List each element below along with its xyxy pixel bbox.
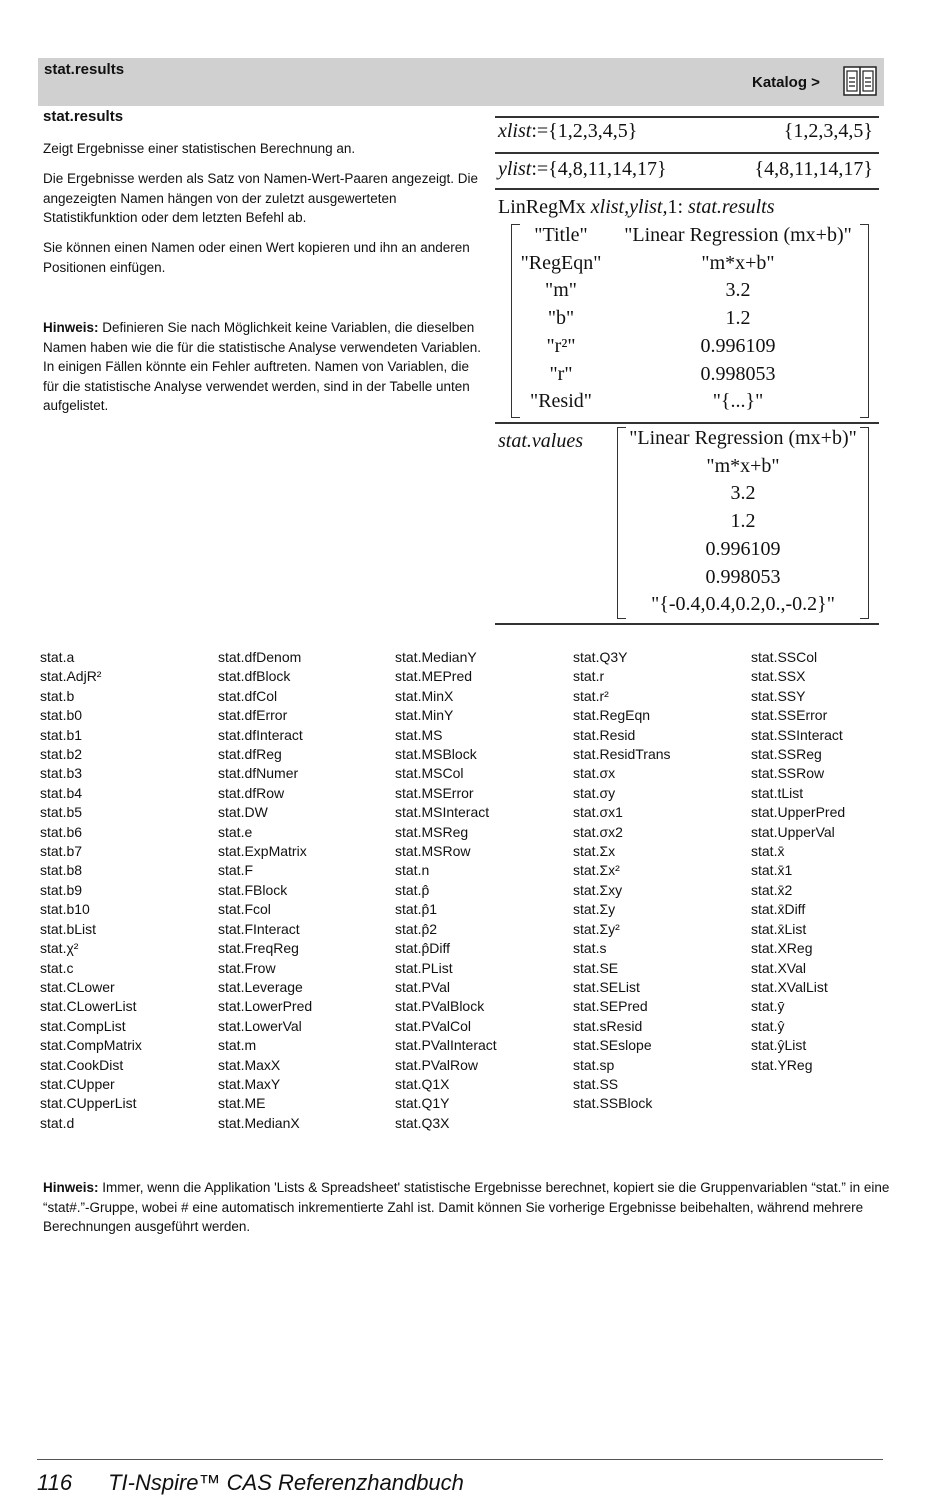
note-text: Definieren Sie nach Möglichkeit keine Variablen, die dieselben Namen haben wie die für die statistische Analyse verwendeten Variablen. In einigen Fällen könnte ein Fehler auftreten. Namen von Variablen, die für die statistische Analyse verwendet werden, sind in der Tabelle unten aufgelistet. (43, 320, 482, 413)
stat-variable-name: stat.σy (573, 784, 616, 801)
stat-variable-name: stat.CUpper (40, 1075, 115, 1092)
stat-variable-name: stat.FreqReg (218, 940, 299, 957)
xlist-entry: xlist:={1,2,3,4,5} (498, 120, 638, 142)
stat-variable-name: stat.Leverage (218, 978, 303, 995)
stat-variable-name: stat.s (573, 940, 607, 957)
result-name: "b" (547, 307, 575, 330)
stat-variable-name: stat.dfCol (218, 687, 278, 704)
header-title: stat.results (44, 61, 125, 78)
stat-variable-name: stat.Σxy (573, 881, 623, 898)
stat-variable-name: stat.CompMatrix (40, 1037, 142, 1054)
stat-variable-name: stat.sp (573, 1056, 615, 1073)
description-paragraph-2: Die Ergebnisse werden als Satz von Namen-Wert-Paaren angezeigt. Die angezeigten Namen hängen von der zuletzt ausgewerteten Statistikfunktion oder dem letzten Befehl ab. (43, 171, 478, 225)
stat-variable-name: stat.CLowerList (40, 998, 137, 1015)
stat-variable-name: stat.ŷList (751, 1037, 807, 1054)
stat-variable-name: stat.m (218, 1037, 257, 1054)
stat-variable-name: stat.b6 (40, 823, 83, 840)
stat-variable-name: stat.ExpMatrix (218, 843, 307, 860)
stat-variable-name: stat.x̄1 (751, 862, 793, 879)
catalog-book-icon (843, 66, 877, 96)
stat-variable-name: stat.b1 (40, 726, 83, 743)
stat-variable-name: stat.XValList (751, 978, 828, 995)
stat-variable-name: stat.Frow (218, 959, 276, 976)
stat-variable-name: stat.b2 (40, 746, 83, 763)
stat-variable-name: stat.b4 (40, 784, 83, 801)
linregmx-command: LinRegMx xlist,ylist,1: stat.results (498, 196, 775, 218)
matrix-bracket-right (860, 224, 869, 418)
result-name: "Title" (534, 224, 588, 246)
stat-variable-name: stat.Fcol (218, 901, 271, 918)
stat-variable-name: stat.r² (573, 687, 609, 704)
bottom-note (43, 1178, 893, 1237)
stat-variable-name: stat.ME (218, 1095, 266, 1112)
stat-variable-name: stat.AdjR² (40, 668, 102, 685)
result-name: "m" (545, 279, 577, 302)
stat-variable-name: stat.MinX (395, 687, 454, 704)
description-paragraph-1: Zeigt Ergebnisse einer statistischen Berechnung an. (43, 141, 356, 156)
stat-variable-name: stat.dfBlock (218, 668, 291, 685)
stat-variable-name: stat.dfNumer (218, 765, 299, 782)
result-value: 0.996109 (700, 334, 776, 357)
calc-divider (495, 188, 879, 190)
stat-variable-name: stat.DW (218, 804, 268, 821)
stat-vars-column-4 (573, 648, 671, 1114)
stat-variable-name: stat.dfDenom (218, 649, 302, 665)
stat-variable-name: stat.MedianX (218, 1114, 300, 1131)
stat-variable-name: stat.ResidTrans (573, 746, 671, 763)
stat-value: 3.2 (730, 482, 756, 505)
stat-variable-name: stat.SE (573, 959, 619, 976)
stat-variable-name: stat.CompList (40, 1017, 126, 1034)
stat-variable-name: stat.FBlock (218, 881, 288, 898)
result-value: "{...}" (712, 390, 764, 413)
stat-variable-name: stat.Q3X (395, 1114, 450, 1131)
stat-variable-name: stat.p̂ (395, 881, 430, 898)
page-footer (37, 1470, 464, 1496)
stat-variable-name: stat.x̄ (751, 843, 785, 860)
stat-values-label: stat.values (498, 430, 583, 452)
note-paragraph (43, 318, 483, 416)
stat-variable-name: stat.Q1X (395, 1075, 450, 1092)
stat-variable-name: stat.p̂2 (395, 920, 438, 937)
stat-variable-name: stat.x̄Diff (751, 901, 806, 918)
stat-variable-name: stat.p̂1 (395, 901, 438, 918)
calc-divider (495, 152, 879, 154)
stat-variable-name: stat.XReg (751, 940, 813, 957)
note-label: Hinweis: (43, 1180, 99, 1195)
stat-variable-name: stat.PValBlock (395, 998, 485, 1015)
stat-variable-name: stat.c (40, 959, 74, 976)
result-name: "r" (549, 362, 573, 385)
stat-variable-name: stat.MEPred (395, 668, 473, 685)
stat-variable-name: stat.YReg (751, 1056, 813, 1073)
stat-variable-name: stat.tList (751, 784, 804, 801)
stat-variable-name: stat.MaxX (218, 1056, 281, 1073)
stat-variable-name: stat.MSCol (395, 765, 464, 782)
stat-value: 0.996109 (705, 537, 781, 560)
result-value: 0.998053 (700, 362, 776, 385)
stat-variable-name: stat.UpperPred (751, 804, 846, 821)
stat-variable-name: stat.RegEqn (573, 707, 651, 724)
stat-variable-name: stat.σx2 (573, 823, 623, 840)
stat-variable-name: stat.PList (395, 959, 453, 976)
stat-variable-name: stat.SEPred (573, 998, 648, 1015)
result-value: "m*x+b" (701, 251, 775, 274)
stat-variable-name: stat.Σy (573, 901, 616, 918)
stat-variable-name: stat.CUpperList (40, 1095, 137, 1112)
stat-variable-name: stat.CLower (40, 978, 115, 995)
stat-variable-name: stat.b (40, 687, 75, 704)
stat-value: "Linear Regression (mx+b)" (629, 427, 857, 449)
stat-variable-name: stat.ȳ (751, 998, 785, 1015)
stat-variable-name: stat.SS (573, 1075, 619, 1092)
stat-variable-name: stat.dfInteract (218, 726, 303, 743)
stat-value: 0.998053 (705, 565, 781, 588)
stat-variable-name: stat.b0 (40, 707, 83, 724)
stat-variable-name: stat.MaxY (218, 1075, 281, 1092)
catalog-label: Katalog > (752, 74, 820, 91)
stat-variable-name: stat.XVal (751, 959, 806, 976)
calc-divider (495, 422, 879, 424)
values-matrix (617, 427, 869, 619)
xlist-result: {1,2,3,4,5} (783, 120, 873, 142)
stat-variable-name: stat.dfRow (218, 784, 285, 801)
stat-variable-name: stat.SEslope (573, 1037, 652, 1054)
stat-variable-name: stat.MSInteract (395, 804, 490, 821)
stat-value: "m*x+b" (706, 454, 780, 477)
stat-variable-name: stat.FInteract (218, 920, 300, 937)
stat-variable-name: stat.SSInteract (751, 726, 843, 743)
stat-variable-name: stat.Σx² (573, 862, 620, 879)
stat-variable-name: stat.SSReg (751, 746, 822, 763)
stat-variable-name: stat.Q1Y (395, 1095, 450, 1112)
stat-variable-name: stat.UpperVal (751, 823, 835, 840)
stat-variable-name: stat.LowerVal (218, 1017, 302, 1034)
stat-variable-name: stat.Q3Y (573, 649, 628, 665)
stat-variable-name: stat.Σy² (573, 920, 620, 937)
results-matrix (511, 224, 869, 416)
stat-variable-name: stat.b5 (40, 804, 83, 821)
stat-variable-name: stat.b3 (40, 765, 83, 782)
result-value: "Linear Regression (mx+b)" (624, 224, 852, 246)
stat-variable-name: stat.SSError (751, 707, 828, 724)
stat-value: 1.2 (730, 510, 756, 533)
stat-variable-name: stat.a (40, 649, 75, 665)
stat-variable-name: stat.x̄List (751, 920, 807, 937)
stat-variable-name: stat.d (40, 1114, 75, 1131)
stat-variable-name: stat.PValInteract (395, 1037, 497, 1054)
result-value: 3.2 (725, 279, 751, 302)
stat-variable-name: stat.b9 (40, 881, 83, 898)
stat-variable-name: stat.PValCol (395, 1017, 471, 1034)
stat-variable-name: stat.F (218, 862, 254, 879)
book-title: TI-Nspire™ CAS Referenzhandbuch (108, 1470, 464, 1495)
stat-variable-name: stat.SSCol (751, 649, 818, 665)
stat-variable-name: stat.SSRow (751, 765, 825, 782)
stat-variable-name: stat.dfReg (218, 746, 282, 763)
ylist-entry: ylist:={4,8,11,14,17} (498, 158, 667, 180)
stat-variable-name: stat.bList (40, 920, 97, 937)
stat-variable-name: stat.MSError (395, 784, 474, 801)
calc-divider (495, 623, 879, 625)
description-paragraph-3: Sie können einen Namen oder einen Wert kopieren und ihn an anderen Positionen einfügen. (43, 240, 470, 275)
stat-variable-name: stat.b7 (40, 843, 83, 860)
stat-variable-name: stat.MinY (395, 707, 454, 724)
stat-variable-name: stat.MSRow (395, 843, 471, 860)
stat-variable-name: stat.Σx (573, 843, 616, 860)
stat-variable-name: stat.sResid (573, 1017, 643, 1034)
stat-variable-name: stat.ŷ (751, 1017, 785, 1034)
stat-variable-name: stat.SSBlock (573, 1095, 653, 1112)
stat-variable-name: stat.r (573, 668, 605, 685)
stat-vars-column-5 (751, 648, 845, 1075)
stat-vars-column-2 (218, 648, 312, 1133)
result-value: 1.2 (725, 307, 751, 330)
footer-rule (37, 1459, 883, 1460)
stat-variable-name: stat.σx1 (573, 804, 623, 821)
stat-variable-name: stat.n (395, 862, 430, 879)
stat-variable-name: stat.SEList (573, 978, 640, 995)
stat-value: "{-0.4,0.4,0.2,0.,-0.2}" (651, 593, 835, 616)
stat-vars-column-1 (40, 648, 142, 1133)
stat-variable-name: stat.SSY (751, 687, 806, 704)
note-text: Immer, wenn die Applikation 'Lists & Spreadsheet' statistische Ergebnisse berechnet, kopiert sie die Gruppenvariablen “stat.” in eine “stat#.”-Gruppe, wobei # eine automatisch inkrementierte Zahl ist. Damit können Sie vorherige Ergebnisse beibehalten, während mehrere Berechnungen ausgeführt werden. (43, 1180, 890, 1234)
stat-variable-name: stat.b10 (40, 901, 90, 918)
stat-variable-name: stat.PVal (395, 978, 450, 995)
note-label: Hinweis: (43, 320, 99, 335)
section-title: stat.results (43, 108, 124, 125)
stat-variable-name: stat.b8 (40, 862, 83, 879)
stat-variable-name: stat.σx (573, 765, 616, 782)
stat-variable-name: stat.LowerPred (218, 998, 313, 1015)
stat-variable-name: stat.dfError (218, 707, 288, 724)
stat-variable-name: stat.SSX (751, 668, 806, 685)
stat-variable-name: stat.x̄2 (751, 881, 793, 898)
calculator-example-panel (495, 112, 879, 627)
result-name: "Resid" (530, 390, 592, 413)
stat-variable-name: stat.p̂Diff (395, 940, 450, 957)
stat-vars-column-3 (395, 648, 497, 1133)
stat-variable-name: stat.MS (395, 726, 443, 743)
stat-variable-name: stat.MedianY (395, 649, 477, 665)
result-name: "RegEqn" (520, 251, 602, 274)
result-name: "r²" (546, 334, 576, 357)
page-number: 116 (37, 1470, 73, 1495)
stat-variable-name: stat.χ² (40, 940, 79, 957)
stat-variable-name: stat.MSBlock (395, 746, 477, 763)
ylist-result: {4,8,11,14,17} (754, 158, 873, 180)
stat-variable-name: stat.CookDist (40, 1056, 124, 1073)
stat-variable-name: stat.MSReg (395, 823, 469, 840)
stat-variable-name: stat.PValRow (395, 1056, 478, 1073)
stat-variable-name: stat.e (218, 823, 253, 840)
stat-variable-name: stat.Resid (573, 726, 636, 743)
calc-divider (495, 116, 879, 118)
